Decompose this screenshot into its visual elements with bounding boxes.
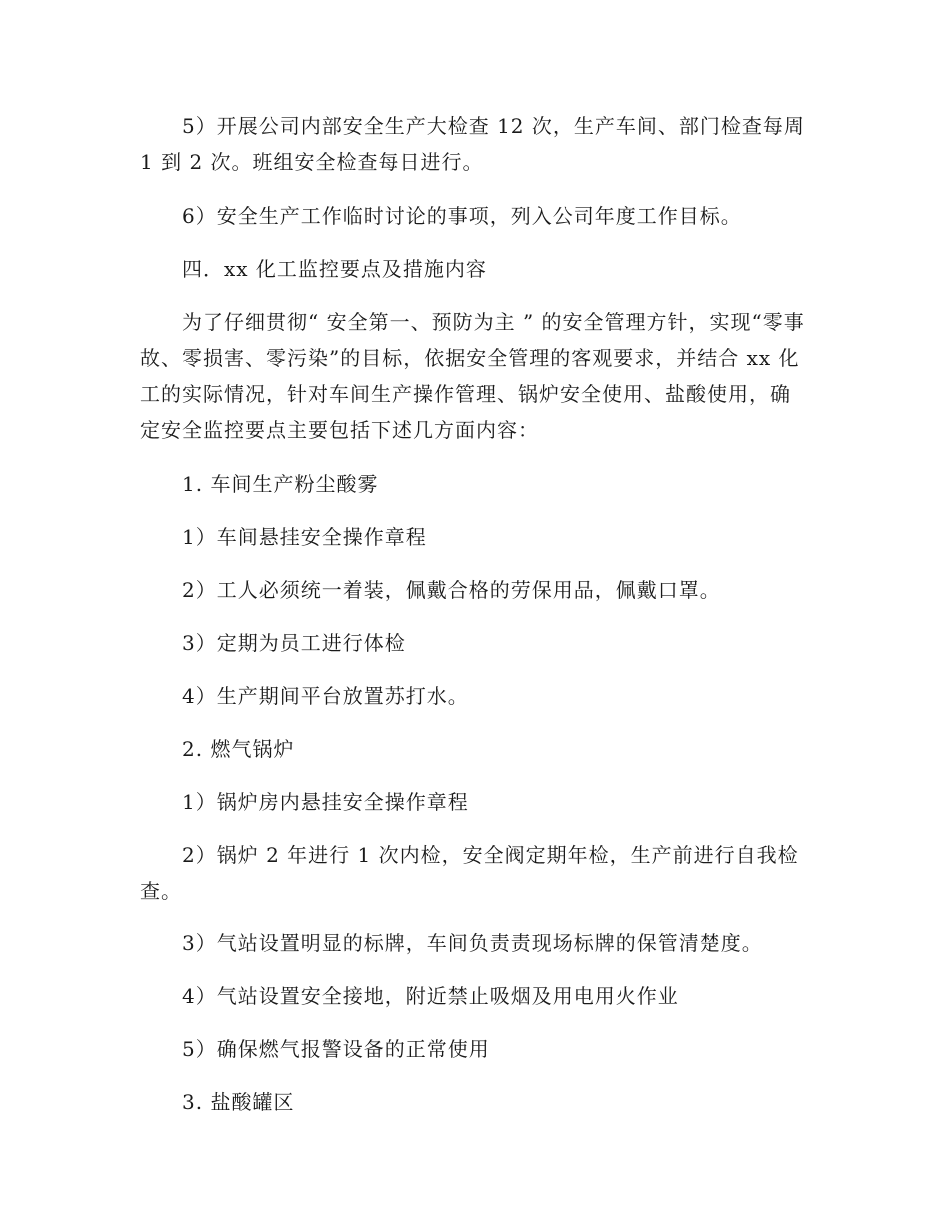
paragraph-item-5-inspection: 5）开展公司内部安全生产大检查 12 次，生产车间、部门检查每周 1 到 2 次。班组安全检查每日进行。 — [140, 114, 813, 174]
paragraph-intro: 为了仔细贯彻“ 安全第一、预防为主 ” 的安全管理方针，实现“零事故、零损害、零污染”的目标，依据安全管理的客观要求，并结合 xx 化工的实际情况，针对车间生产操作管理、锅炉安全使用、盐酸使用，确定安全监控要点主要包括下述几方面内容： — [140, 310, 805, 442]
list-item-2-4: 4）气站设置安全接地，附近禁止吸烟及用电用火作业 — [140, 984, 679, 1008]
subheading-1-dust: 1. 车间生产粉尘酸雾 — [140, 472, 379, 496]
subheading-2-boiler: 2. 燃气锅炉 — [140, 737, 295, 761]
list-item-2-3: 3）气站设置明显的标牌，车间负责责现场标牌的保管清楚度。 — [140, 931, 763, 955]
list-item-1-3: 3）定期为员工进行体检 — [140, 631, 406, 655]
list-item-1-4: 4）生产期间平台放置苏打水。 — [140, 684, 469, 708]
section-heading-4: 四．xx 化工监控要点及措施内容 — [140, 257, 487, 281]
list-item-1-1: 1）车间悬挂安全操作章程 — [140, 525, 427, 549]
subheading-3-acid-tank: 3. 盐酸罐区 — [140, 1090, 295, 1114]
list-item-2-2: 2）锅炉 2 年进行 1 次内检，安全阀定期年检，生产前进行自我检查。 — [140, 843, 799, 903]
list-item-2-5: 5）确保燃气报警设备的正常使用 — [140, 1037, 490, 1061]
paragraph-item-6-annual-goal: 6）安全生产工作临时讨论的事项，列入公司年度工作目标。 — [140, 204, 742, 228]
list-item-2-1: 1）锅炉房内悬挂安全操作章程 — [140, 790, 469, 814]
list-item-1-2: 2）工人必须统一着装，佩戴合格的劳保用品，佩戴口罩。 — [140, 578, 721, 602]
